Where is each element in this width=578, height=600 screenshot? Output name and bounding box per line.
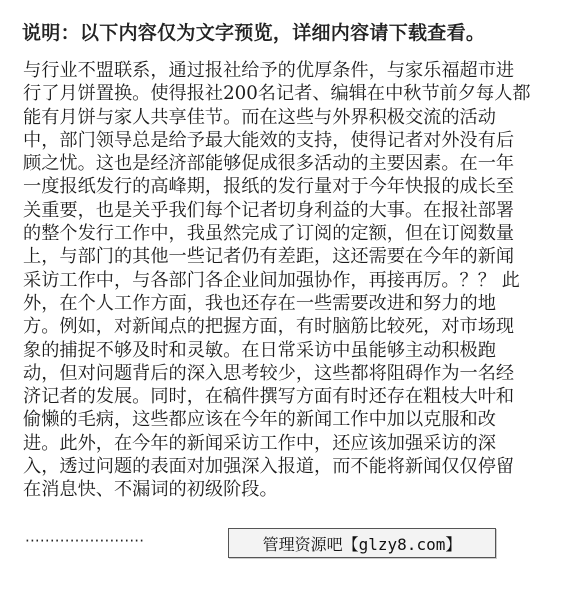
article-line: 在消息快、不漏词的初级阶段。 (23, 479, 278, 501)
article-line: 一度报纸发行的高峰期，报纸的发行量对于今年快报的成长至 (23, 176, 515, 198)
article-line: 上，与部门的其他一些记者仍有差距，这还需要在今年的新闻 (23, 246, 515, 268)
article-line: 与行业不盟联系，通过报社给予的优厚条件，与家乐福超市进 (23, 60, 515, 81)
article-line: 的整个发行工作中，我虽然完成了订阅的定额，但在订阅数量 (23, 223, 515, 245)
source-link-button[interactable]: 管理资源吧【glzy8.com】 (228, 528, 496, 558)
article-line: 象的捕捉不够及时和灵敏。在日常采访中虽能够主动积极跑 (23, 339, 496, 361)
article-line: 顾之忧。这也是经济部能够促成很多活动的主要因素。在一年 (23, 153, 515, 175)
article-line: 行了月饼置换。使得报社200名记者、编辑在中秋节前夕每人都 (23, 83, 531, 105)
article-line: 采访工作中，与各部门各企业间加强协作，再接再厉。？？ 此 (23, 269, 520, 291)
article-line: 进。此外，在今年的新闻采访工作中，还应该加强采访的深 (23, 432, 496, 454)
article-line: 偷懒的毛病，这些都应该在今年的新闻工作中加以克服和改 (23, 409, 496, 431)
article-line: 动，但对问题背后的深入思考较少，这些都将阻碍作为一名经 (23, 362, 515, 384)
article-line: 外，在个人工作方面，我也还存在一些需要改进和努力的地 (23, 292, 496, 314)
article-line: 方。例如，对新闻点的把握方面，有时脑筋比较死，对市场现 (23, 316, 515, 338)
article-line: 关重要，也是关乎我们每个记者切身利益的大事。在报社部署 (23, 199, 515, 221)
dotted-leader: ························ (25, 532, 145, 550)
article-body (23, 59, 555, 502)
article-line: 能有月饼与家人共享佳节。而在这些与外界积极交流的活动 (23, 106, 496, 128)
article-line: 济记者的发展。同时，在稿件撰写方面有时还存在粗枝大叶和 (23, 386, 515, 408)
article-line: 入，透过问题的表面对加强深入报道，而不能将新闻仅仅停留 (23, 456, 515, 478)
article-line: 中，部门领导总是给予最大能效的支持，使得记者对外没有后 (23, 129, 515, 151)
preview-notice: 说明：以下内容仅为文字预览，详细内容请下载查看。 (22, 22, 486, 44)
